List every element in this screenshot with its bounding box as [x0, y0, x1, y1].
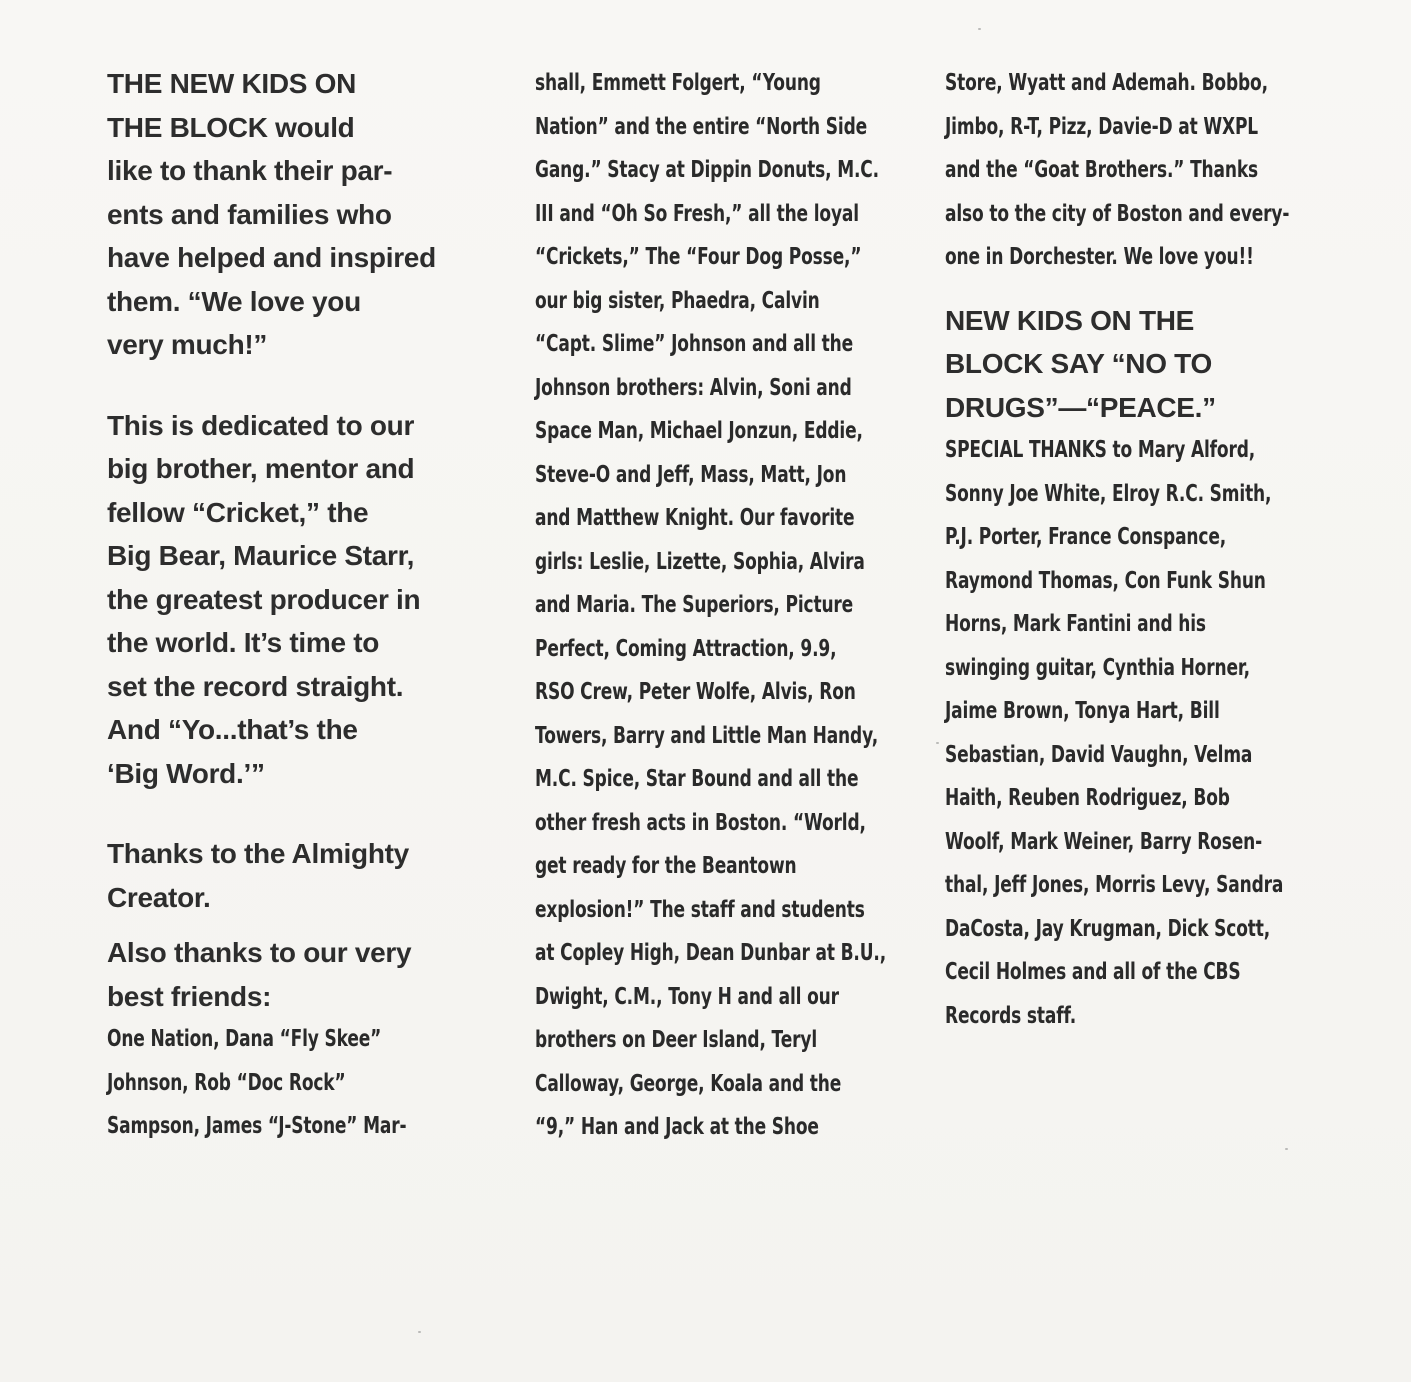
dedication-paragraph: This is dedicated to our big brother, mentor and fellow “Cricket,” the Big Bear, Maurice Starr, the greatest producer in the world. It’s time to set the record straight. And “Yo...that’s the ‘Big Word.’”: [107, 409, 421, 789]
no-to-drugs-heading: NEW KIDS ON THE BLOCK SAY “NO TO DRUGS”—“PEACE.”: [945, 304, 1216, 423]
friends-list-end: Store, Wyatt and Ademah. Bobbo, Jimbo, R-T, Pizz, Davie-D at WXPL and the “Goat Brothers.” Thanks also to the city of Boston and every- one in Dorchester. We love you!!: [945, 70, 1290, 270]
friends-list-continued: shall, Emmett Folgert, “Young Nation” and the entire “North Side Gang.” Stacy at Dippin Donuts, M.C. III and “Oh So Fresh,” all the loyal “Crickets,” The “Four Dog Posse,” our big sister, Phaedra, Calvin “Capt. Slime” Johnson and all the Johnson brothers: Alvin, Soni and Space Man, Michael Jonzun, Eddie, Steve-O and Jeff, Mass, Matt, Jon and Matthew Knight. Our favorite girls: Leslie, Lizette, Sophia, Alvira and Maria. The Superiors, Picture Perfect, Coming Attraction, 9.9, RSO Crew, Peter Wolfe, Alvis, Ron Towers, Barry and Little Man Handy, M.C. Spice, Star Bound and all the other fresh acts in Boston. “World, get ready for the Beantown explosion!” The staff and students at Copley High, Dean Dunbar at B.U., Dwight, C.M., Tony H and all our brothers on Deer Island, Teryl Calloway, George, Koala and the “9,” Han and Jack at the Shoe: [535, 70, 887, 1140]
column-middle: [535, 62, 925, 1150]
creator-thanks-paragraph: Thanks to the Almighty Creator.: [107, 838, 409, 913]
friends-list-start: One Nation, Dana “Fly Skee” Johnson, Rob “Doc Rock” Sampson, James “J-Stone” Mar-: [107, 1026, 407, 1139]
intro-thanks-paragraph: THE NEW KIDS ON THE BLOCK would like to thank their par- ents and families who have helped and inspired them. “We love you very much!”: [107, 68, 436, 360]
scan-speck: [936, 742, 939, 744]
column-right: [945, 62, 1345, 1038]
scan-speck: [1285, 1148, 1288, 1150]
scan-speck: [418, 1331, 421, 1333]
scan-speck: [978, 28, 981, 30]
friends-heading: Also thanks to our very best friends:: [107, 937, 412, 1012]
special-thanks-paragraph: SPECIAL THANKS to Mary Alford, Sonny Joe White, Elroy R.C. Smith, P.J. Porter, France Conspance, Raymond Thomas, Con Funk Shun Horns, Mark Fantini and his swinging guitar, Cynthia Horner, Jaime Brown, Tonya Hart, Bill Sebastian, David Vaughn, Velma Haith, Reuben Rodriguez, Bob Woolf, Mark Weiner, Barry Rosen- thal, Jeff Jones, Morris Levy, Sandra DaCosta, Jay Krugman, Dick Scott, Cecil Holmes and all of the CBS Records staff.: [945, 437, 1284, 1029]
column-left: [107, 62, 487, 1149]
